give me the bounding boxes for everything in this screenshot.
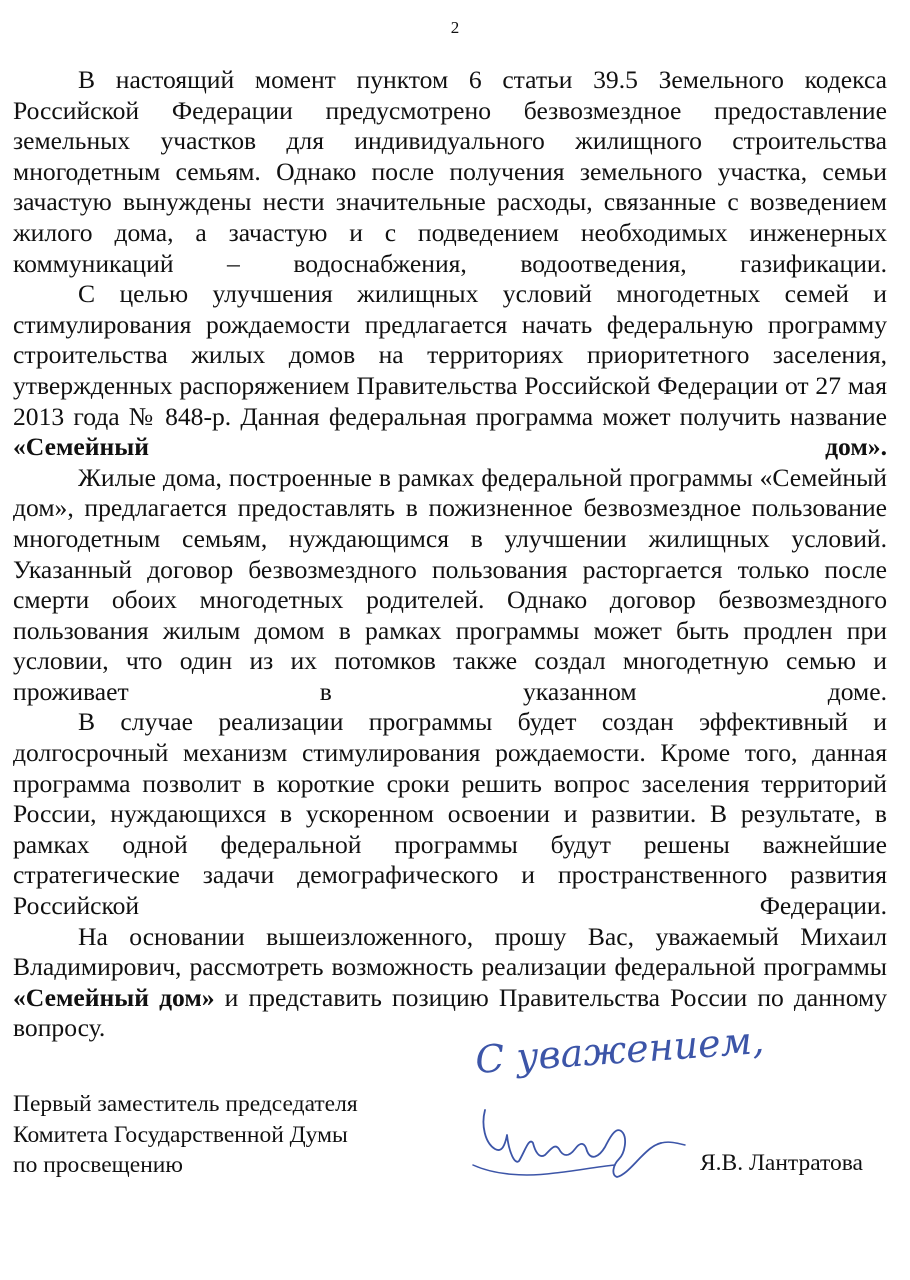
paragraph-text: На основании вышеизложенного, прошу Вас, уважаемый Михаил Владимирович, рассмотреть возможность реализации федеральной программы bbox=[13, 921, 887, 982]
page-number: 2 bbox=[450, 18, 460, 37]
paragraph-text: В случае реализации программы будет создан эффективный и долгосрочный механизм стимулирования рождаемости. Кроме того, данная программа позволит в короткие сроки решить вопрос заселения территорий России, нуждающихся в ускоренном освоении и развитии. В результате, в рамках одной федеральной программы будут решены важнейшие стратегические задачи демографического и пространственного развития Российской Федерации. bbox=[13, 707, 887, 921]
paragraph-text: С целью улучшения жилищных условий многодетных семей и стимулирования рождаемости предлагается начать федеральную программу строительства жилых домов на территориях приоритетного заселения, утвержденных распоряжением Правительства Российской Федерации от 27 мая 2013 года № 848-р. Данная федеральная программа может получить название bbox=[13, 279, 887, 431]
handwritten-greeting: С уважением, bbox=[473, 1017, 766, 1083]
paragraph-3 bbox=[13, 463, 887, 708]
program-name-bold: «Семейный дом» bbox=[13, 982, 215, 1012]
paragraph-4 bbox=[13, 707, 887, 921]
paragraph-text: В настоящий момент пунктом 6 статьи 39.5 Земельного кодекса Российской Федерации предусмотрено безвозмездное предоставление земельных участков для индивидуального жилищного строительства многодетным семьям. Однако после получения земельного участка, семьи зачастую вынуждены нести значительные расходы, связанные с возведением жилого дома, а зачастую и с подведением необходимых инженерных коммуникаций – водоснабжения, водоотведения, газификации. bbox=[13, 65, 887, 278]
signer-name: Я.В. Лантратова bbox=[700, 1150, 863, 1176]
signer-position-line: Комитета Государственной Думы bbox=[13, 1121, 348, 1148]
letter-body bbox=[13, 65, 887, 1044]
paragraph-text: и представить позицию Правительства России по данному вопросу. bbox=[13, 982, 887, 1043]
paragraph-text: Жилые дома, построенные в рамках федеральной программы «Семейный дом», предлагается предоставлять в пожизненное безвозмездное пользование многодетным семьям, нуждающимся в улучшении жилищных условий. Указанный договор безвозмездного пользования расторгается только после смерти обоих многодетных родителей. Однако договор безвозмездного пользования жилым домом в рамках программы может быть продлен при условии, что один из их потомков также создал многодетную семью и проживает в указанном доме. bbox=[13, 462, 887, 706]
handwritten-signature bbox=[455, 1025, 695, 1195]
paragraph-2 bbox=[13, 279, 887, 463]
program-name-bold: «Семейный дом». bbox=[13, 432, 887, 462]
signer-position-line: Первый заместитель председателя bbox=[13, 1091, 358, 1117]
signer-position bbox=[13, 1089, 358, 1181]
signer-position-line: по просвещению bbox=[13, 1152, 183, 1178]
paragraph-1 bbox=[13, 65, 887, 279]
